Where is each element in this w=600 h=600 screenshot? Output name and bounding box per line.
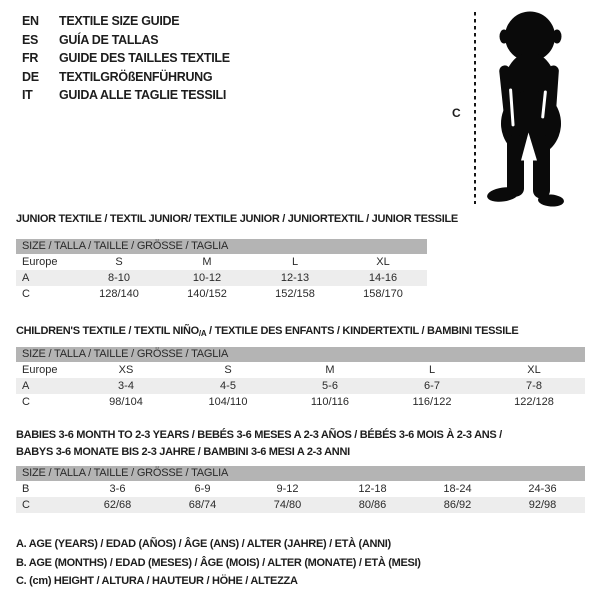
table-cell: L — [428, 364, 436, 376]
table-cell: 68/74 — [188, 499, 217, 511]
lang-row-it — [22, 86, 230, 105]
lang-code: IT — [22, 88, 33, 102]
table-cell: 140/152 — [187, 288, 227, 300]
lang-label: GUIDE DES TAILLES TEXTILE — [59, 51, 230, 65]
table-cell: 3-4 — [118, 380, 134, 392]
row-label: C — [22, 288, 30, 300]
table-cell: XL — [527, 364, 541, 376]
lang-code: EN — [22, 14, 39, 28]
lang-label: GUIDA ALLE TAGLIE TESSILI — [59, 88, 227, 102]
table-cell: 80/86 — [358, 499, 387, 511]
lang-label: TEXTILE SIZE GUIDE — [59, 14, 180, 28]
table-cell: XL — [376, 256, 390, 268]
row-label: Europe — [22, 256, 58, 268]
table-row — [16, 394, 585, 410]
table-cell: 3-6 — [109, 483, 126, 495]
row-label: A — [22, 272, 30, 284]
table-cell: 18-24 — [443, 483, 472, 495]
height-measure-dashed-line — [474, 12, 476, 204]
lang-code: ES — [22, 32, 39, 47]
table-cell: 6-9 — [194, 483, 211, 495]
table-cell: 128/140 — [99, 288, 139, 300]
table-cell: 104/110 — [208, 396, 248, 408]
table-cell: 110/116 — [310, 396, 350, 408]
heading-text: / TEXTILE DES ENFANTS / KINDERTEXTIL / BAMBINI TESSILE — [206, 325, 519, 337]
table-cell: 12-18 — [358, 483, 387, 495]
children-section-heading — [16, 323, 518, 343]
table-cell: 24-36 — [528, 483, 557, 495]
table-row — [16, 481, 585, 497]
table-cell: S — [224, 364, 232, 376]
table-cell: 5-6 — [322, 380, 338, 392]
table-size-header: SIZE / TALLA / TAILLE / GRÖSSE / TAGLIA — [16, 466, 585, 481]
row-label: C — [22, 499, 30, 511]
footnote-a: A. AGE (YEARS) / EDAD (AÑOS) / ÂGE (ANS) / ALTER (JAHRE) / ETÀ (ANNI) — [16, 538, 391, 550]
table-cell: 98/104 — [109, 396, 143, 408]
table-cell: 86/92 — [443, 499, 472, 511]
table-cell: 92/98 — [528, 499, 557, 511]
heading-line-1: BABIES 3-6 MONTH TO 2-3 YEARS / BEBÉS 3-6 MESES A 2-3 AÑOS / BÉBÉS 3-6 MOIS À 2-3 ANS / — [16, 429, 502, 441]
table-cell: 14-16 — [368, 272, 398, 284]
lang-code: DE — [22, 69, 39, 84]
table-cell: 62/68 — [103, 499, 132, 511]
table-cell: 7-8 — [526, 380, 542, 392]
table-row — [16, 254, 427, 270]
table-cell: 6-7 — [424, 380, 440, 392]
lang-row-fr — [22, 49, 230, 68]
table-cell: 116/122 — [412, 396, 452, 408]
footnote-c: C. (cm) HEIGHT / ALTURA / HAUTEUR / HÖHE / ALTEZZA — [16, 575, 298, 587]
table-row — [16, 378, 585, 394]
height-measure-label: C — [452, 106, 461, 120]
table-cell: L — [291, 256, 299, 268]
lang-code: FR — [22, 51, 39, 65]
lang-row-es — [22, 31, 230, 50]
language-title-list — [22, 12, 230, 105]
row-label: Europe — [22, 364, 58, 376]
table-cell: 4-5 — [220, 380, 236, 392]
junior-section-heading: JUNIOR TEXTILE / TEXTIL JUNIOR/ TEXTILE JUNIOR / JUNIORTEXTIL / JUNIOR TESSILE — [16, 213, 458, 225]
table-cell: 122/128 — [514, 396, 554, 408]
babies-size-table — [16, 466, 585, 513]
table-cell: M — [325, 364, 335, 376]
heading-line-2: BABYS 3-6 MONATE BIS 2-3 JAHRE / BAMBINI 3-6 MESI A 2-3 ANNI — [16, 445, 350, 458]
table-row — [16, 362, 585, 378]
table-size-header: SIZE / TALLA / TAILLE / GRÖSSE / TAGLIA — [16, 239, 427, 254]
lang-label: GUÍA DE TALLAS — [59, 32, 159, 47]
row-label: C — [22, 396, 30, 408]
table-cell: 8-10 — [107, 272, 131, 284]
table-row — [16, 497, 585, 513]
table-cell: 10-12 — [192, 272, 222, 284]
table-size-header: SIZE / TALLA / TAILLE / GRÖSSE / TAGLIA — [16, 347, 585, 362]
footnote-b: B. AGE (MONTHS) / EDAD (MESES) / ÂGE (MOIS) / ALTER (MONATE) / ETÀ (MESI) — [16, 556, 421, 569]
lang-label: TEXTILGRÖßENFÜHRUNG — [59, 69, 213, 84]
toddler-silhouette — [481, 8, 575, 208]
row-label: A — [22, 380, 30, 392]
table-row — [16, 286, 427, 302]
junior-size-table — [16, 239, 427, 302]
table-cell: XS — [118, 364, 134, 376]
lang-row-en — [22, 12, 230, 31]
table-cell: 158/170 — [363, 288, 403, 300]
lang-row-de — [22, 68, 230, 87]
table-cell: 152/158 — [275, 288, 315, 300]
table-cell: 12-13 — [280, 272, 310, 284]
row-label: B — [22, 483, 30, 495]
heading-subscript: /A — [198, 329, 207, 338]
table-cell: S — [115, 256, 123, 268]
heading-text: CHILDREN'S TEXTILE / TEXTIL NIÑO — [16, 325, 199, 337]
table-cell: 9-12 — [276, 483, 299, 495]
babies-section-heading — [16, 427, 502, 460]
table-cell: M — [202, 256, 212, 268]
footnote-legend — [16, 535, 421, 591]
children-size-table — [16, 347, 585, 410]
table-row — [16, 270, 427, 286]
table-cell: 74/80 — [273, 499, 302, 511]
